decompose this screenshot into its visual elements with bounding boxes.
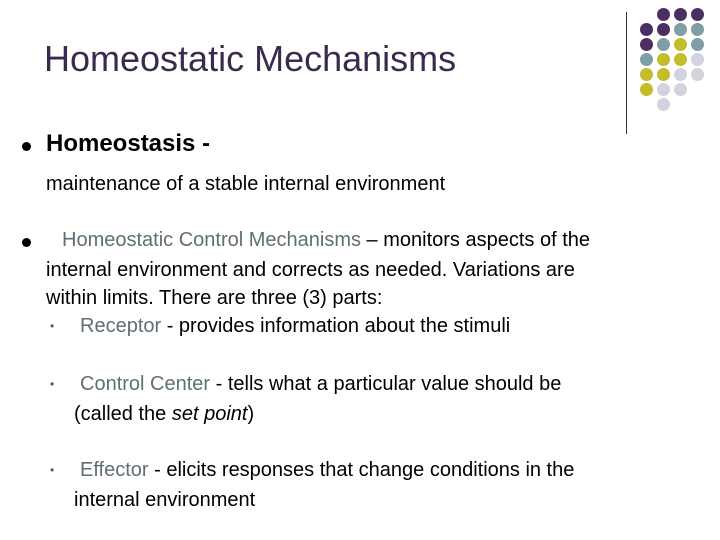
decorative-dot bbox=[691, 8, 704, 21]
homeostasis-definition: maintenance of a stable internal environment bbox=[46, 173, 446, 195]
decorative-dot bbox=[657, 68, 670, 81]
sub-bullet-icon: • bbox=[50, 377, 55, 391]
receptor-item bbox=[80, 312, 510, 340]
decorative-dot bbox=[640, 68, 653, 81]
decorative-dot bbox=[657, 38, 670, 51]
sub-bullet-icon: • bbox=[50, 463, 55, 477]
receptor-term: Receptor bbox=[80, 315, 162, 337]
control-mechanisms-line2: internal environment and corrects as needed. Variations are bbox=[46, 259, 575, 281]
control-center-line2 bbox=[74, 400, 254, 428]
decorative-dot bbox=[657, 83, 670, 96]
decorative-dot-grid bbox=[640, 8, 705, 113]
decorative-dot bbox=[674, 53, 687, 66]
bullet-icon bbox=[22, 142, 31, 151]
decorative-dot bbox=[674, 8, 687, 21]
decorative-dot bbox=[657, 98, 670, 111]
decorative-dot bbox=[657, 23, 670, 36]
control-mechanisms-line3: within limits. There are three (3) parts: bbox=[46, 287, 383, 309]
effector-desc: - elicits responses that change conditions in the bbox=[148, 459, 575, 481]
sub-bullet-icon: • bbox=[50, 319, 55, 333]
decorative-dot bbox=[674, 68, 687, 81]
decorative-dot bbox=[657, 8, 670, 21]
decorative-dot bbox=[657, 53, 670, 66]
decorative-dot bbox=[674, 83, 687, 96]
effector-item bbox=[80, 456, 574, 484]
decorative-dot bbox=[674, 38, 687, 51]
set-point-pre: (called the bbox=[74, 403, 172, 425]
control-mechanisms-desc: – monitors aspects of the bbox=[361, 229, 591, 251]
set-point-term: set point bbox=[171, 403, 248, 425]
decorative-dot bbox=[691, 68, 704, 81]
control-center-desc: - tells what a particular value should be bbox=[210, 373, 562, 395]
set-point-post: ) bbox=[247, 403, 255, 425]
effector-term: Effector bbox=[80, 459, 149, 481]
title-divider bbox=[626, 12, 627, 134]
receptor-desc: - provides information about the stimuli bbox=[161, 315, 511, 337]
decorative-dot bbox=[691, 38, 704, 51]
decorative-dot bbox=[674, 23, 687, 36]
slide-title: Homeostatic Mechanisms bbox=[44, 38, 457, 79]
control-center-term: Control Center bbox=[80, 373, 211, 395]
decorative-dot bbox=[691, 23, 704, 36]
decorative-dot bbox=[691, 53, 704, 66]
decorative-dot bbox=[640, 38, 653, 51]
bullet-icon bbox=[22, 238, 31, 247]
control-mechanisms-term: Homeostatic Control Mechanisms bbox=[62, 229, 361, 251]
decorative-dot bbox=[640, 83, 653, 96]
control-mechanisms-line1 bbox=[62, 226, 590, 254]
homeostasis-heading: Homeostasis - bbox=[46, 130, 211, 157]
decorative-dot bbox=[640, 53, 653, 66]
decorative-dot bbox=[640, 23, 653, 36]
effector-line2: internal environment bbox=[74, 489, 256, 511]
control-center-item bbox=[80, 370, 561, 398]
